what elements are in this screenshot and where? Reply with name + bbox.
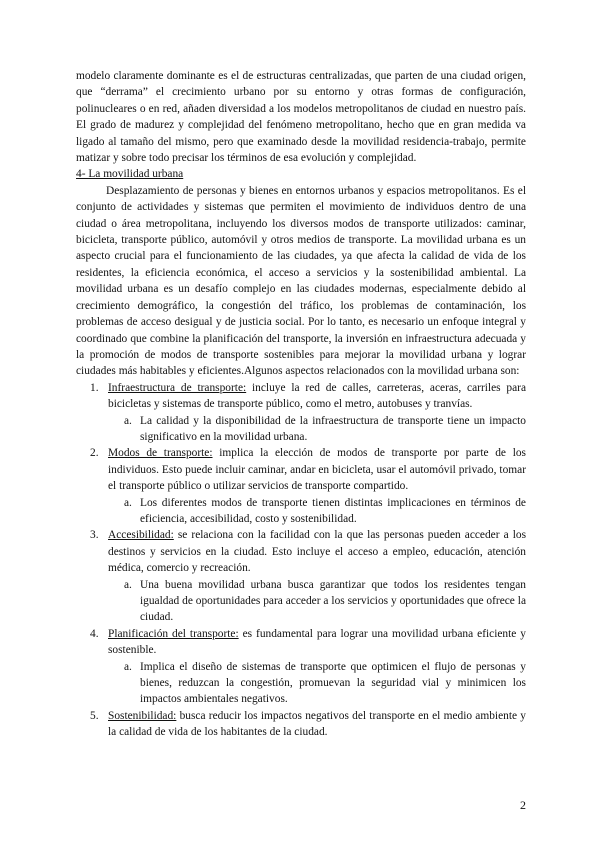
sub-item-text: Los diferentes modos de transporte tienen distintas implicaciones en términos de eficiencia, accesibilidad, costo y sostenibilidad. (140, 496, 526, 525)
list-item (76, 445, 526, 527)
page-number: 2 (520, 798, 526, 812)
item-number: 2. (90, 447, 99, 460)
sub-item-letter: a. (124, 496, 132, 509)
page-content (76, 68, 526, 741)
item-text: implica la elección de modos de transporte por parte de los individuos. Esto puede incluir caminar, andar en bicicleta, usar el automóvil privado, tomar el transporte público o utilizar servicios de transporte compartido. (108, 447, 526, 493)
sub-item-letter: a. (124, 414, 132, 427)
sub-item-text: La calidad y la disponibilidad de la infraestructura de transporte tiene un impacto significativo en la movilidad urbana. (140, 414, 526, 443)
item-term: Infraestructura de transporte: (108, 381, 247, 394)
sub-item-letter: a. (124, 578, 132, 591)
item-text: es fundamental para lograr una movilidad urbana eficiente y sostenible. (108, 627, 526, 657)
item-term: Sostenibilidad: (108, 709, 177, 722)
sub-item (108, 659, 526, 708)
sub-list (108, 495, 526, 528)
sub-list (108, 413, 526, 446)
list-item (76, 380, 526, 446)
list-item (76, 527, 526, 625)
sub-item-letter: a. (124, 660, 132, 673)
item-term: Planificación del transporte: (108, 627, 239, 640)
list-item (76, 626, 526, 708)
item-text: se relaciona con la facilidad con la que las personas pueden acceder a los destinos y servicios en la ciudad. Esto incluye el acceso a empleo, educación, atención médica, comercio y recreación. (108, 529, 526, 575)
item-term: Modos de transporte: (108, 447, 213, 460)
section-paragraph: Desplazamiento de personas y bienes en entornos urbanos y espacios metropolitanos. Es el conjunto de actividades y sistemas que permiten el movimiento de individuos dentro de una ciudad o área metropolitana, incluyendo los diversos modos de transporte utilizados: caminar, bicicleta, transporte público, automóvil y otros medios de transporte. La movilidad urbana es un aspecto crucial para el funcionamiento de las ciudades, ya que afecta la calidad de vida de los residentes, la eficiencia económica, el acceso a servicios y la sostenibilidad ambiental. La movilidad urbana es un desafío complejo en las ciudades modernas, especialmente debido al crecimiento demográfico, la congestión del tráfico, los problemas de contaminación, los problemas de acceso desigual y de justicia social. Por lo tanto, es necesario un enfoque integral y coordinado que combine la planificación del transporte, la inversión en infraestructura adecuada y la promoción de modos de transporte sostenibles para mejorar la movilidad urbana y lograr ciudades más habitables y eficientes.Algunos aspectos relacionados con la movilidad urbana son: (76, 184, 526, 378)
item-number: 3. (90, 529, 99, 542)
sub-list (108, 577, 526, 626)
sub-item (108, 413, 526, 446)
list-item (76, 708, 526, 741)
sub-item (108, 577, 526, 626)
item-text: incluye la red de calles, carreteras, aceras, carriles para bicicletas y sistemas de transporte público, como el metro, autobuses y tranvías. (108, 381, 526, 411)
item-number: 1. (90, 381, 99, 394)
sub-list (108, 659, 526, 708)
sub-item-text: Una buena movilidad urbana busca garantizar que todos los residentes tengan igualdad de oportunidades para acceder a los servicios y oportunidades que ofrece la ciudad. (140, 578, 526, 624)
item-number: 5. (90, 709, 99, 722)
sub-item-text: Implica el diseño de sistemas de transporte que optimicen el flujo de personas y bienes, reduzcan la congestión, promuevan la seguridad vial y minimicen los impactos ambientales negativos. (140, 660, 526, 706)
item-text: busca reducir los impactos negativos del transporte en el medio ambiente y la calidad de vida de los habitantes de la ciudad. (108, 709, 526, 739)
section-heading: 4- La movilidad urbana (76, 168, 184, 181)
item-number: 4. (90, 627, 99, 640)
sub-item (108, 495, 526, 528)
aspects-list (76, 380, 526, 741)
intro-paragraph: modelo claramente dominante es el de estructuras centralizadas, que parten de una ciudad origen, que “derrama” el crecimiento urbano por su entorno y otras formas de configuración, polinucleares o en red, añaden diversidad a los modelos metropolitanos de ciudad en nuestro país. El grado de madurez y complejidad del fenómeno metropolitano, hecho que en gran medida va ligado al tamaño del mismo, pero que examinado desde la movilidad residencia-trabajo, permite matizar y sobre todo precisar los términos de esa evolución y complejidad. (76, 70, 526, 165)
item-term: Accesibilidad: (108, 529, 174, 542)
